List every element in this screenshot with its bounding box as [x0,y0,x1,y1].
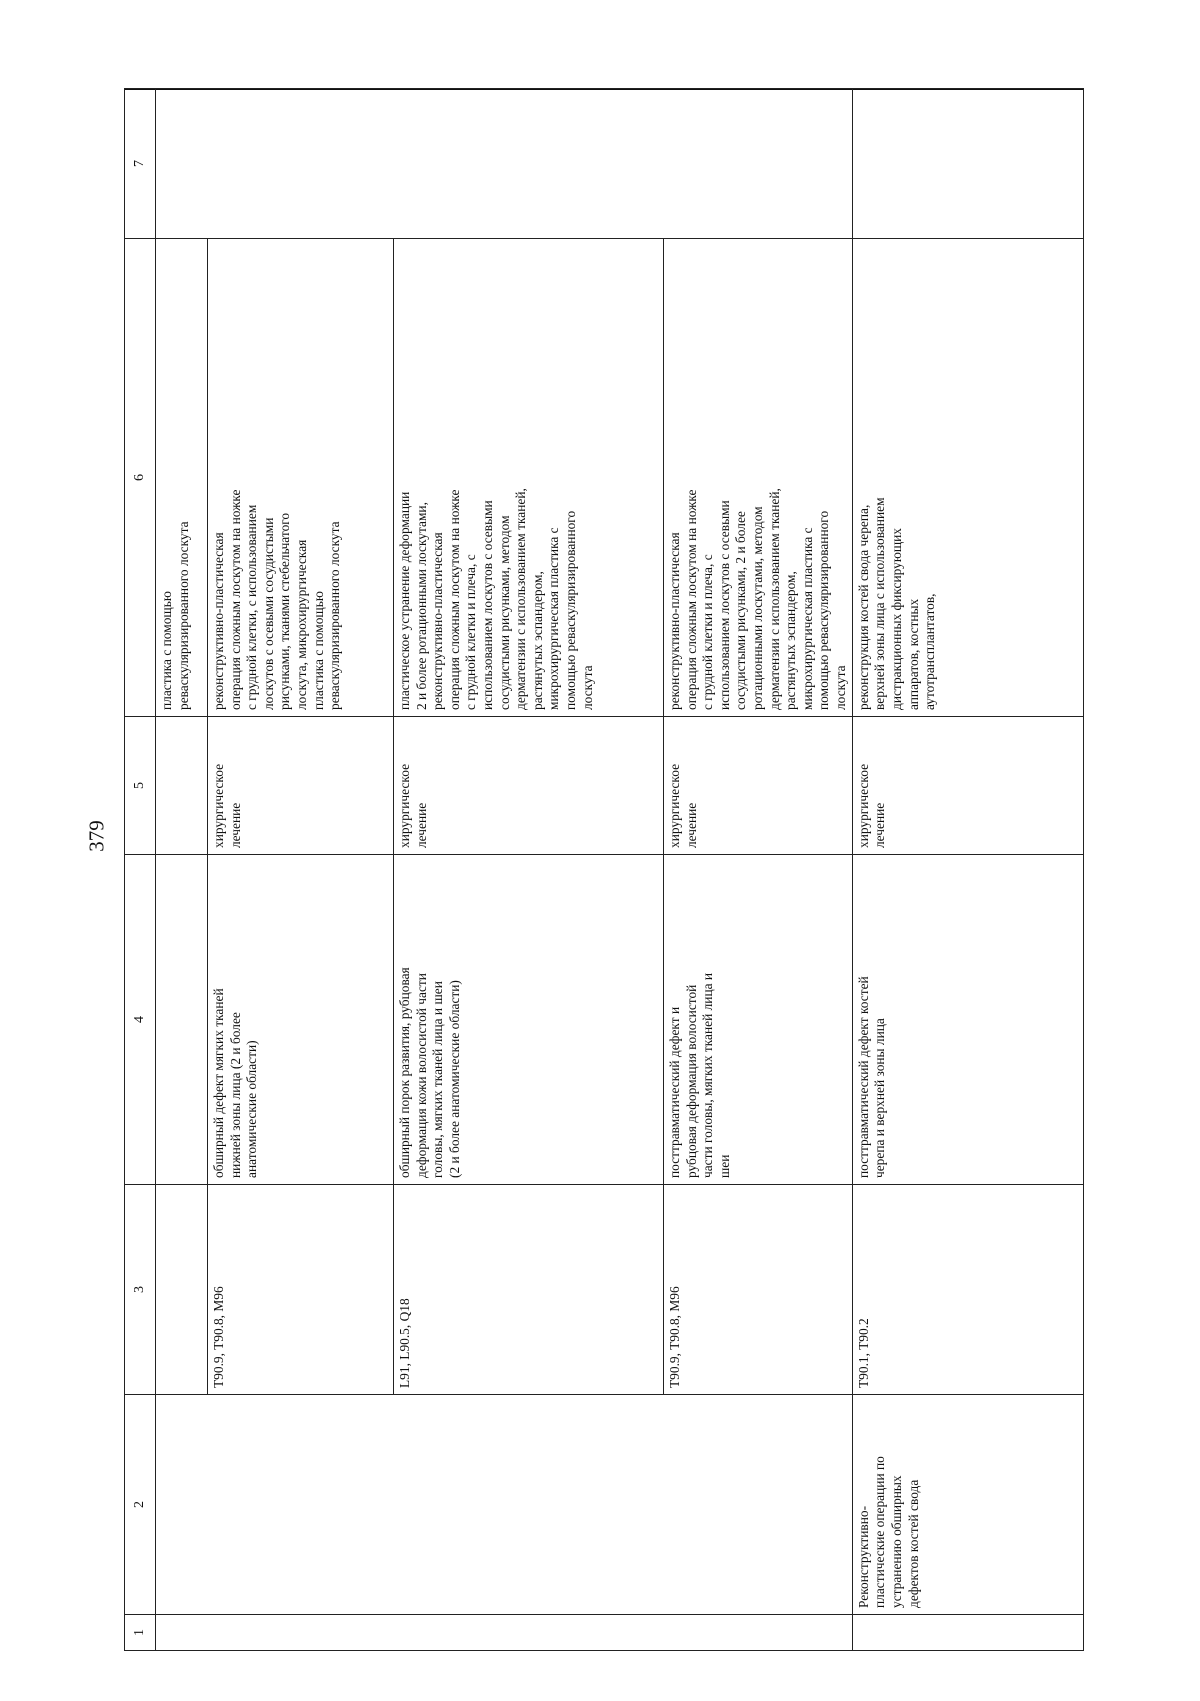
treatment-type: хирургическое лечение [667,763,699,848]
patient-model: обширный порок развития, рубцовая деформация кожи волосистой части головы, мягких тканей лица и шеи (2 и более анатомические области) [397,967,462,1178]
column-number-cell: 2 [125,1395,156,1615]
table-cell-name [852,1395,1083,1615]
table-cell-number [156,1615,853,1651]
method-continuation-line: пластика с помощью [159,591,174,710]
treatment-type: хирургическое лечение [211,763,243,848]
rotated-table-container [124,89,1084,1651]
treatment-type: хирургическое лечение [397,763,429,848]
treatment-type: хирургическое лечение [855,763,888,848]
column-numbers-row [125,89,156,1651]
patient-model: посттравматический дефект и рубцовая деформация волосистой части головы, мягких тканей лица и шеи [667,972,732,1178]
column-number-cell: 4 [125,855,156,1185]
column-number-cell: 1 [125,1615,156,1651]
table-cell-col7 [852,89,1083,239]
table-cell-model [156,855,853,1185]
patient-model: обширный дефект мягких тканей нижней зоны лица (2 и более анатомические области) [211,988,260,1178]
table-cell-codes [156,1185,853,1395]
table-row [156,89,853,1651]
method-continuation-line: реваскуляризированного лоскута [175,521,191,710]
column-number-cell: 6 [125,239,156,717]
page-number: 379 [84,820,109,852]
treatment-method: реконструкция костей свода черепа, верхней зоны лица с использованием дистракционных фиксирующих аппаратов, костных аутотрансплантатов, [855,497,938,710]
table-cell-method [852,239,1083,717]
table-cell-number [852,1615,1083,1651]
procedure-group-name: Реконструктивно- пластические операции по устранению обширных дефектов костей свода [855,1456,921,1608]
diagnosis-codes: L91, L90.5, Q18 [397,1298,412,1388]
column-number-cell: 3 [125,1185,156,1395]
patient-model: посттравматический дефект костей черепа и верхней зоны лица [855,976,888,1178]
table-cell-codes [852,1185,1083,1395]
column-number-cell: 5 [125,717,156,855]
table-cell-col7 [156,89,853,239]
treatment-method: пластическое устранение деформации 2 и более ротационными лоскутами, реконструктивно-пластическая операция сложным лоскутом на ножке с грудной клетки и плеча, с использованием лоскутов с осевыми сосудистыми рисунками, методом дерматензии с использованием тканей, растянутых эспандером, микрохирургическая пластика с помощью реваскуляризированного лоскута [397,488,595,710]
diagnosis-codes: T90.9, T90.8, M96 [211,1286,226,1388]
treatment-method: реконструктивно-пластическая операция сложным лоскутом на ножке с грудной клетки, с использованием лоскутов с осевыми сосудистыми рисунками, тканями стебельчатого лоскута, микрохирургическая пластика с помощью реваскуляризированного лоскута [211,489,343,710]
diagnosis-codes: T90.1, T90.2 [855,1318,871,1388]
diagnosis-codes: T90.9, T90.8, M96 [667,1286,682,1388]
table-cell-treatment [852,717,1083,855]
table-cell-name [156,1395,853,1615]
table-cell-treatment [156,717,853,855]
column-number-cell: 7 [125,89,156,239]
procedures-table [124,88,1084,1651]
table-cell-model [852,855,1083,1185]
treatment-method: реконструктивно-пластическая операция сложным лоскутом на ножке с грудной клетки и плеча, с использованием лоскутов с осевыми сосудистыми рисунками, 2 и более ротационными лоскутами, методом дерматензии с использованием тканей, растянутых эспандером, микрохирургическая пластика с помощью реваскуляризированного лоскута [667,488,849,710]
table-row [852,89,1083,1651]
table-cell-method [156,239,853,717]
